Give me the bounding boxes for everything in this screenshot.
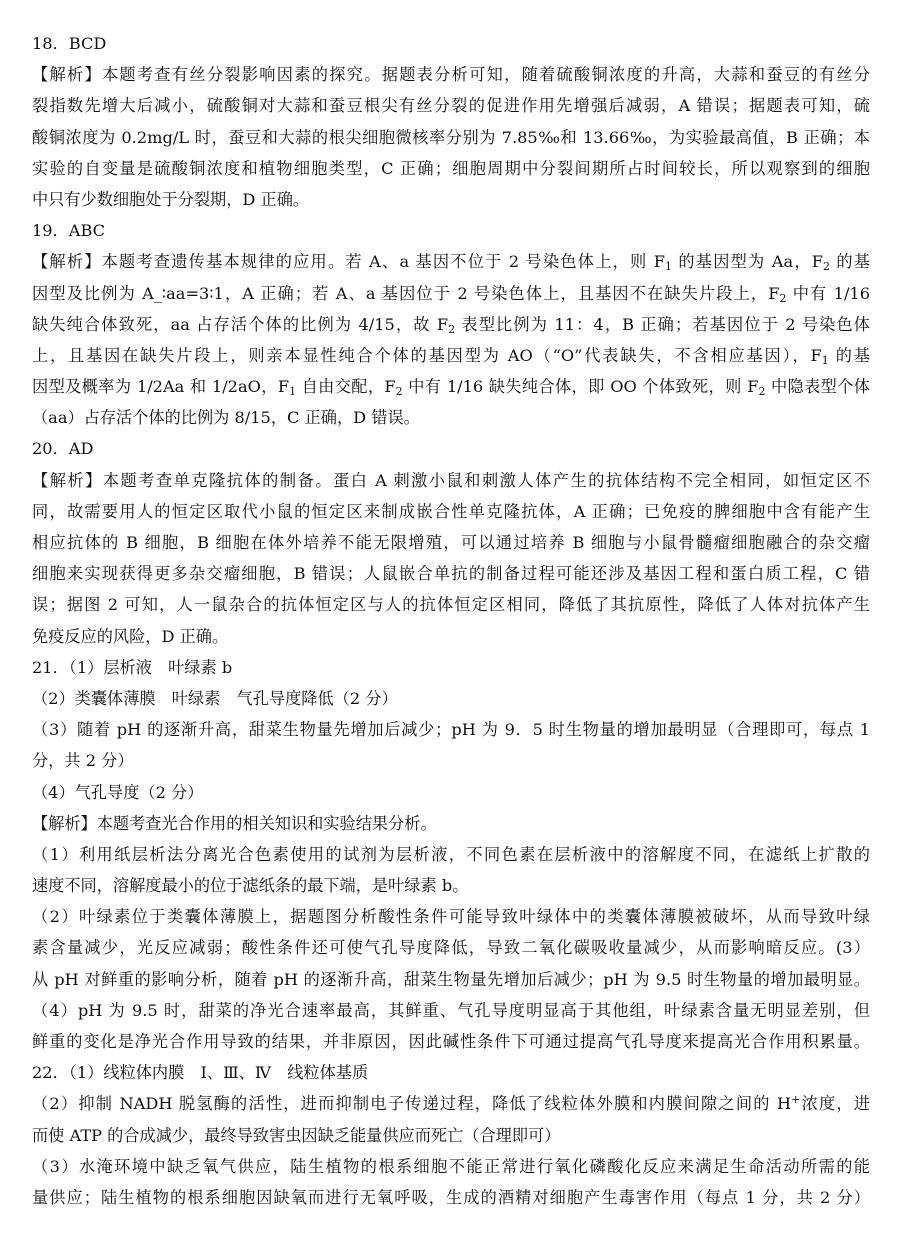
q21-explanation-2: 速度不同，溶解度最小的位于滤纸条的最下端，是叶绿素 b。 bbox=[32, 876, 469, 896]
q21-explanation-3: （2）叶绿素位于类囊体薄膜上，据题图分析酸性条件可能导致叶绿体中的类囊体薄膜被破坏，从而导致叶绿 bbox=[32, 907, 870, 927]
q21-answer-2: （2）类囊体薄膜 叶绿素 气孔导度降低（2 分） bbox=[32, 688, 398, 708]
q21-explanation-4: 素含量减少，光反应减弱；酸性条件还可使气孔导度降低，导致二氧化碳吸收量减少，从而影响暗反应。(3） bbox=[32, 938, 870, 958]
q19-heading: 19．ABC bbox=[32, 221, 106, 241]
q20-line-2: 同，故需要用人的恒定区取代小鼠的恒定区来制成嵌合性单克隆抗体，A 正确；已免疫的脾细胞中含有能产生 bbox=[32, 501, 870, 521]
q19-line-3: 缺失纯合体致死，aa 占存活个体的比例为 4/15，故 $F_2$ 表型比例为 11：4，B 正确；若基因位于 2 号染色体 bbox=[32, 314, 870, 336]
q18-line-2: 裂指数先增大后减小，硫酸铜对大蒜和蚕豆根尖有丝分裂的促进作用先增强后减弱，A 错误；据题表可知，硫 bbox=[32, 96, 870, 116]
q20-line-3: 相应抗体的 B 细胞，B 细胞在体外培养不能无限增殖，可以通过培养 B 细胞与小鼠骨髓瘤细胞融合的杂交瘤 bbox=[32, 533, 870, 552]
q20-line-6: 免疫反应的风险，D 正确。 bbox=[32, 626, 229, 646]
q20-line-1: 【解析】本题考查单克隆抗体的制备。蛋白 A 刺激小鼠和刺激人体产生的抗体结构不完全相同，如恒定区不 bbox=[32, 470, 870, 490]
q21-explanation-6: （4）pH 为 9.5 时，甜菜的净光合速率最高，其鲜重、气孔导度明显高于其他组，叶绿素含量无明显差别，但 bbox=[32, 1000, 870, 1020]
q22-answer-3: （3）水淹环境中缺乏氧气供应，陆生植物的根系细胞不能正常进行氧化磷酸化反应来满足生命活动所需的能 bbox=[32, 1156, 870, 1176]
q19-line-2: 因型及比例为 A_∶aa=3∶1，A 正确；若 A、a 基因位于 2 号染色体上，且基因不在缺失片段上，$F_2$ 中有 1/16 bbox=[32, 283, 870, 305]
q19-line-1: 【解析】本题考查遗传基本规律的应用。若 A、a 基因不位于 2 号染色体上，则 $F_1$ 的基因型为 Aa，$F_2$ 的基 bbox=[32, 252, 870, 274]
q21-answer-3-cont: 分，共 2 分） bbox=[32, 751, 134, 771]
q19-line-6: （aa）占存活个体的比例为 8/15，C 正确，D 错误。 bbox=[32, 408, 420, 428]
q21-answer-4: （4）气孔导度（2 分） bbox=[32, 782, 204, 802]
q20-heading: 20．AD bbox=[32, 439, 94, 459]
q21-explanation-7: 鲜重的变化是净光合作用导致的结果，并非原因，因此碱性条件下可通过提高气孔导度来提高光合作用积累量。 bbox=[32, 1032, 870, 1051]
q18-line-4: 实验的自变量是硫酸铜浓度和植物细胞类型，C 正确；细胞周期中分裂间期所占时间较长，所以观察到的细胞 bbox=[32, 158, 870, 178]
q18-line-1: 【解析】本题考查有丝分裂影响因素的探究。据题表分析可知，随着硫酸铜浓度的升高，大蒜和蚕豆的有丝分 bbox=[32, 65, 870, 85]
q22-answer-3-cont: 量供应；陆生植物的根系细胞因缺氧而进行无氧呼吸，生成的酒精对细胞产生毒害作用（每点 1 分，共 2 分） bbox=[32, 1187, 870, 1207]
q21-explanation-1: （1）利用纸层析法分离光合色素使用的试剂为层析液，不同色素在层析液中的溶解度不同，在滤纸上扩散的 bbox=[32, 844, 870, 864]
q21-explanation-title: 【解析】本题考查光合作用的相关知识和实验结果分析。 bbox=[32, 813, 437, 833]
q18-line-5: 中只有少数细胞处于分裂期，D 正确。 bbox=[32, 189, 310, 209]
q22-answer-2: （2）抑制 NADH 脱氢酶的活性，进而抑制电子传递过程，降低了线粒体外膜和内膜间隙之间的 H+浓度，进 bbox=[32, 1093, 870, 1114]
q21-explanation-5: 从 pH 对鲜重的影响分析，随着 pH 的逐渐升高，甜菜生物量先增加后减少；pH 为 9.5 时生物量的增加最明显。 bbox=[32, 969, 870, 989]
q19-line-4: 上，且基因在缺失片段上，则亲本显性纯合个体的基因型为 AO（“O”代表缺失，不含相应基因），$F_1$ 的基 bbox=[32, 345, 870, 367]
q22-answer-2-cont: 而使 ATP 的合成减少，最终导致害虫因缺乏能量供应而死亡（合理即可） bbox=[32, 1125, 561, 1145]
q22-answer-1: 22．（1）线粒体内膜 Ⅰ、Ⅲ、Ⅳ 线粒体基质 bbox=[32, 1063, 369, 1083]
q20-line-4: 细胞来实现获得更多杂交瘤细胞，B 错误；人鼠嵌合单抗的制备过程可能还涉及基因工程和蛋白质工程，C 错 bbox=[32, 564, 870, 584]
q21-answer-3: （3）随着 pH 的逐渐升高，甜菜生物量先增加后减少；pH 为 9．5 时生物量的增加最明显（合理即可，每点 1 bbox=[32, 720, 870, 740]
q20-line-5: 误；据图 2 可知，人一鼠杂合的抗体恒定区与人的抗体恒定区相同，降低了其抗原性，降低了人体对抗体产生 bbox=[32, 595, 870, 615]
q18-heading: 18．BCD bbox=[32, 34, 107, 53]
q19-line-5: 因型及概率为 1/2Aa 和 1/2aO，$F_1$ 自由交配，$F_2$ 中有 1/16 缺失纯合体，即 OO 个体致死，则 $F_2$ 中隐表型个体 bbox=[32, 377, 870, 399]
q21-answer-1: 21．（1）层析液 叶绿素 b bbox=[32, 657, 233, 677]
q18-line-3: 酸铜浓度为 0.2mg/L 时，蚕豆和大蒜的根尖细胞微核率分别为 7.85‰和 13.66‰，为实验最高值，B 正确；本 bbox=[32, 127, 870, 147]
